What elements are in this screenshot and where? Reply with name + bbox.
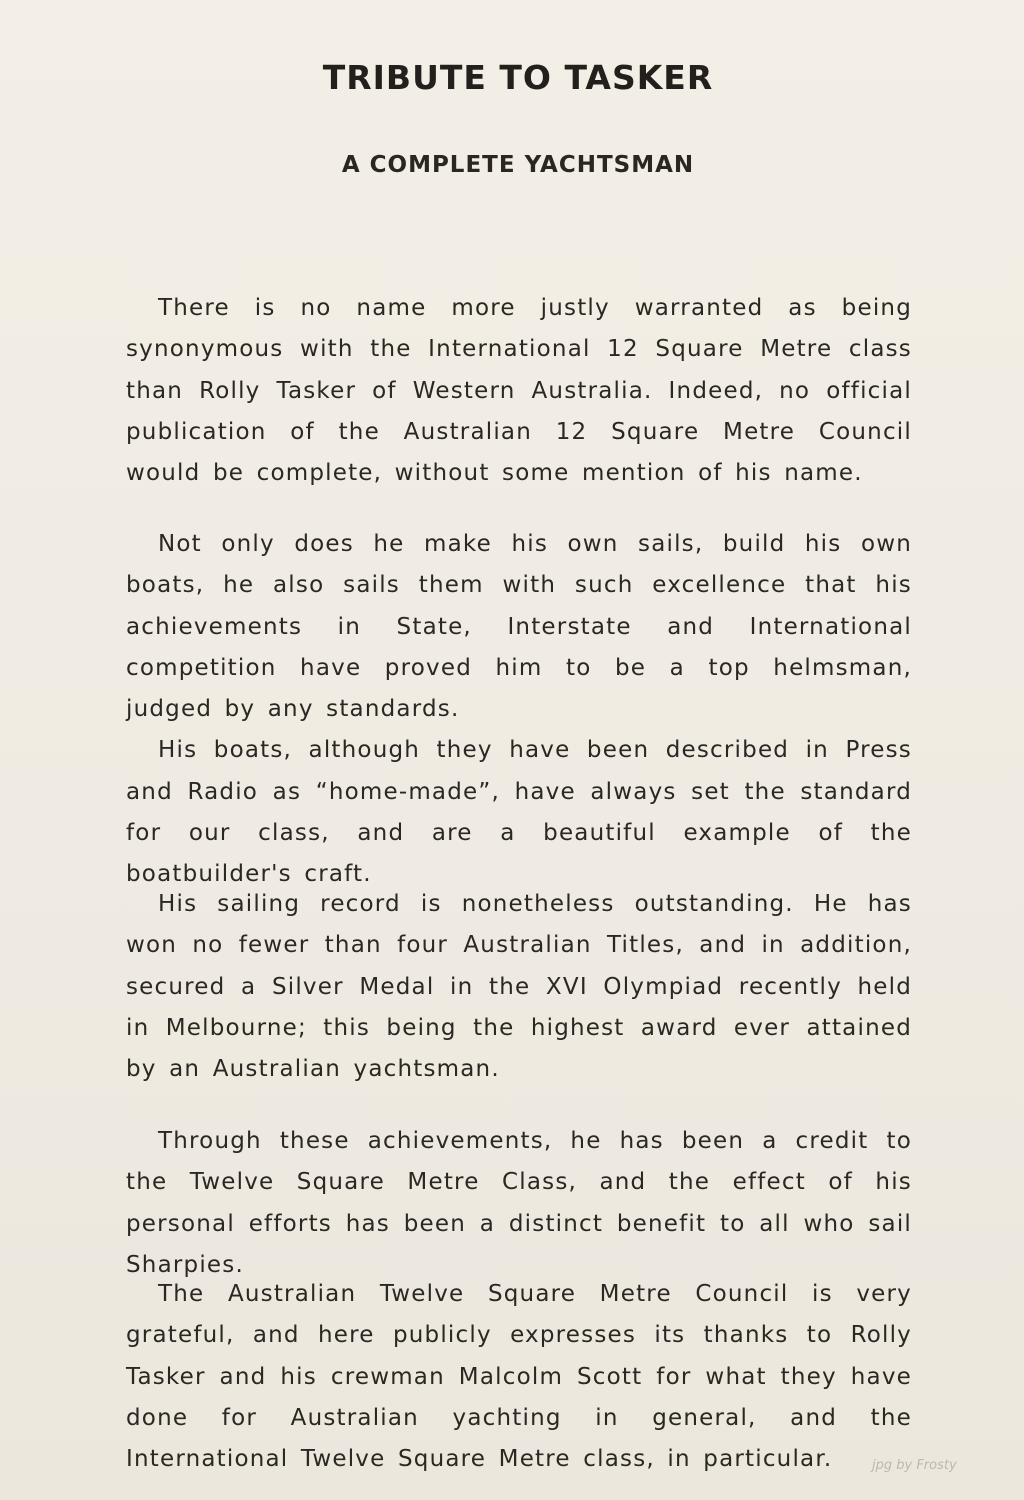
paragraph-3: His boats, although they have been described in Press and Radio as “home-made”, have always set the standard for our class, and are a beautiful example of the boatbuilder's craft. (126, 737, 912, 888)
paragraph-4: His sailing record is nonetheless outstanding. He has won no fewer than four Australian Titles, and in addition, secured a Silver Medal in the XVI Olympiad recently held in Melbourne; this being the highest award ever attained by an Australian yachtsman. (126, 891, 912, 1083)
image-credit-watermark: jpg by Frosty (872, 1458, 957, 1473)
paragraph-2: Not only does he make his own sails, build his own boats, he also sails them with such excellence that his achievements in State, Interstate and International competition have proved him to be a top helmsman, judged by any standards. (126, 531, 912, 723)
paragraph-6: The Australian Twelve Square Metre Council is very grateful, and here publicly expresses its thanks to Rolly Tasker and his crewman Malcolm Scott for what they have done for Australian yachting in general, and the International Twelve Square Metre class, in particular. (126, 1281, 912, 1473)
paragraph-6-block (126, 1274, 912, 1480)
paragraph-2-block (126, 524, 912, 896)
paragraph-1-block (126, 288, 912, 494)
paragraph-4-block (126, 884, 912, 1090)
paragraph-5-block (126, 1121, 912, 1286)
document-title: TRIBUTE TO TASKER (322, 58, 714, 97)
paragraph-1: There is no name more justly warranted as being synonymous with the International 12 Square Metre class than Rolly Tasker of Western Australia. Indeed, no official publication of the Australian 12 Square Metre Council would be complete, without some mention of his name. (126, 295, 912, 487)
paragraph-5: Through these achievements, he has been a credit to the Twelve Square Metre Class, and the effect of his personal efforts has been a distinct benefit to all who sail Sharpies. (126, 1128, 912, 1278)
document-subtitle: A COMPLETE YACHTSMAN (341, 152, 695, 178)
